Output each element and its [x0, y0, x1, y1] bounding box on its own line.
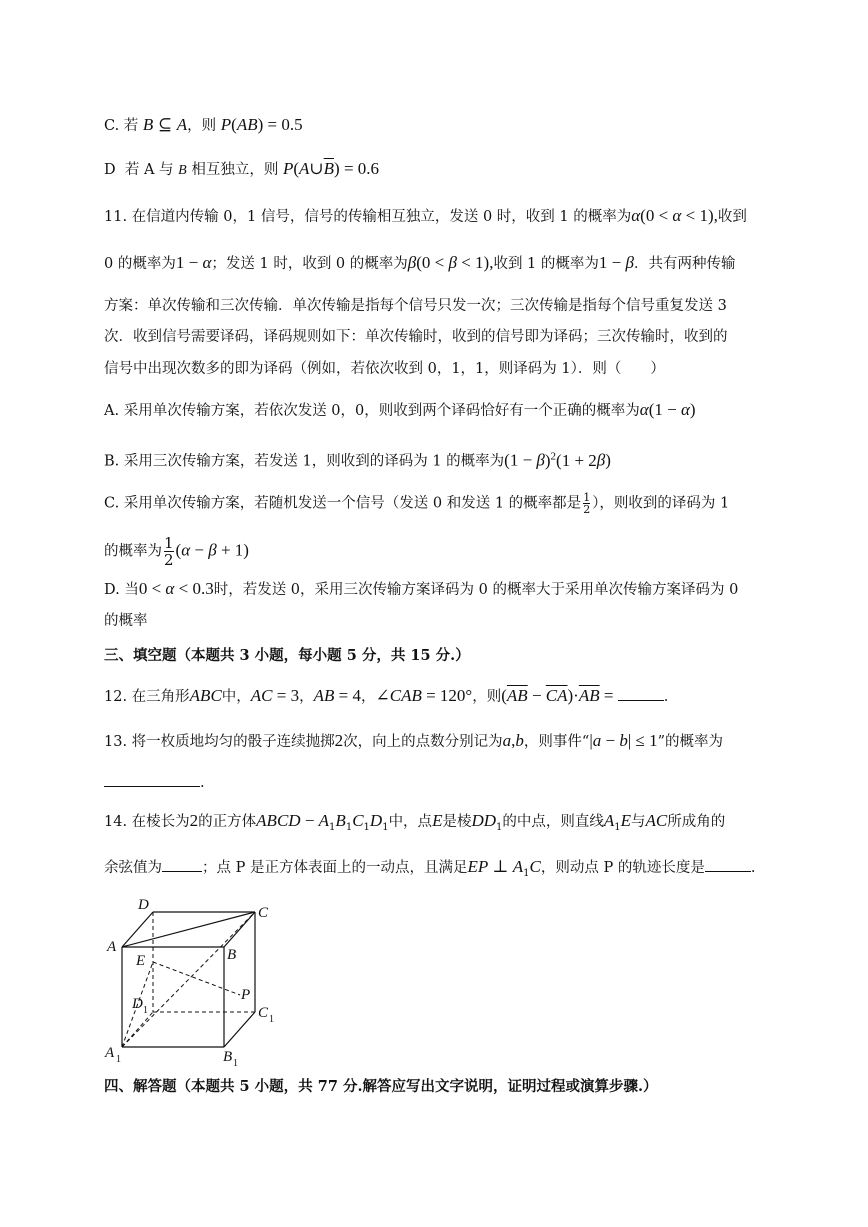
q14-line-1: 14. 在棱长为2的正方体ABCD − $A_1B_1C_1D_1$中，点E是棱$DD_1$的中点，则直线$A_1E$与AC所成角的: [104, 811, 726, 833]
label-B1-sub: 1: [233, 1058, 238, 1069]
q11-option-c-2: 的概率为 $\frac{1}{2}$ (α − β + 1): [104, 534, 249, 569]
q11-line-5: 信号中出现次数多的即为译码（例如，若依次收到 0，1，1，则译码为 1）．则（ ）: [104, 361, 665, 377]
q11-line-4: 次．收到信号需要译码，译码规则如下：单次传输时，收到的信号即为译码；三次传输时，收到的: [104, 329, 728, 345]
label-B: B: [227, 947, 237, 963]
label-A1-sub: 1: [116, 1054, 121, 1065]
q14-line-2: 余弦值为 ；点 P 是正方体表面上的一动点，且满足EP ⊥ $A_1C$，则动点 P 的轨迹长度是 .: [104, 857, 756, 879]
q11-line-2: 0 的概率为1 − α；发送 1 时，收到 0 的概率为β(0 < β < 1),收到 1 的概率为1 − β．共有两种传输: [104, 253, 736, 272]
q10-option-d: D 若 A 与 B 相互独立，则 $P(A\cup\overline{B}) = 0.6$: [104, 159, 380, 178]
q11-option-d-2: 的概率: [104, 613, 148, 629]
label-C1: C: [258, 1005, 269, 1021]
q11-option-c-1: C. 采用单次传输方案，若随机发送一个信号（发送 0 和发送 1 的概率都是 $\frac{1}{2}$ ），则收到的译码为 1: [104, 491, 730, 516]
q11-line-1: 11. 在信道内传输 0，1 信号，信号的传输相互独立，发送 0 时，收到 1 的概率为α(0 < α < 1),收到: [104, 206, 747, 225]
label-C: C: [258, 905, 269, 921]
q11-line-3: 方案：单次传输和三次传输．单次传输是指每个信号只发一次；三次传输是指每个信号重复发送 3: [104, 298, 727, 314]
q11-option-d-1: D. 当0 < α < 0.3时，若发送 0，采用三次传输方案译码为 0 的概率大于采用单次传输方案译码为 0: [104, 579, 739, 598]
label-D: D: [138, 897, 149, 913]
q12: 12. 在三角形ABC中，AC = 3，AB = 4，∠CAB = 120°，则$(\overline{AB} - \overline{CA})\cdot\overline{AB}$ = .: [104, 686, 669, 705]
q10-option-c: C. 若 B ⊆ A，则 P(AB) = 0.5: [104, 115, 303, 134]
label-B1: B: [223, 1049, 233, 1065]
section-3-heading: 三、填空题（本题共 3 小题，每小题 5 分，共 15 分.）: [104, 647, 470, 664]
label-D1-sub: 1: [143, 1005, 148, 1016]
edge-AD: [122, 912, 153, 947]
label-C1-sub: 1: [269, 1014, 274, 1025]
label-D1: D: [132, 996, 143, 1012]
section-4-heading: 四、解答题（本题共 5 小题，共 77 分.解答应写出文字说明，证明过程或演算步骤.）: [104, 1078, 658, 1095]
label-A: A: [107, 939, 117, 955]
label-P: P: [241, 987, 251, 1003]
cube-figure: [100, 895, 290, 1070]
q13-line-1: 13. 将一枚质地均匀的骰子连续抛掷2次，向上的点数分别记为a,b，则事件“|a − b| ≤ 1”的概率为: [104, 731, 723, 750]
q11-option-b: B. 采用三次传输方案，若发送 1，则收到的译码为 1 的概率为$(1 - \beta)^2(1 + 2\beta)$: [104, 450, 611, 470]
line-EP: [153, 962, 240, 995]
edge-B1C1: [224, 1012, 255, 1047]
diagonal-A1C: [122, 912, 255, 1047]
q11-option-a: A. 采用单次传输方案，若依次发送 0，0，则收到两个译码恰好有一个正确的概率为α(1 − α): [104, 400, 696, 419]
label-A1: A: [105, 1045, 115, 1061]
label-E: E: [136, 953, 146, 969]
diagonal-AC: [122, 912, 255, 947]
q13-line-2: .: [104, 772, 205, 794]
